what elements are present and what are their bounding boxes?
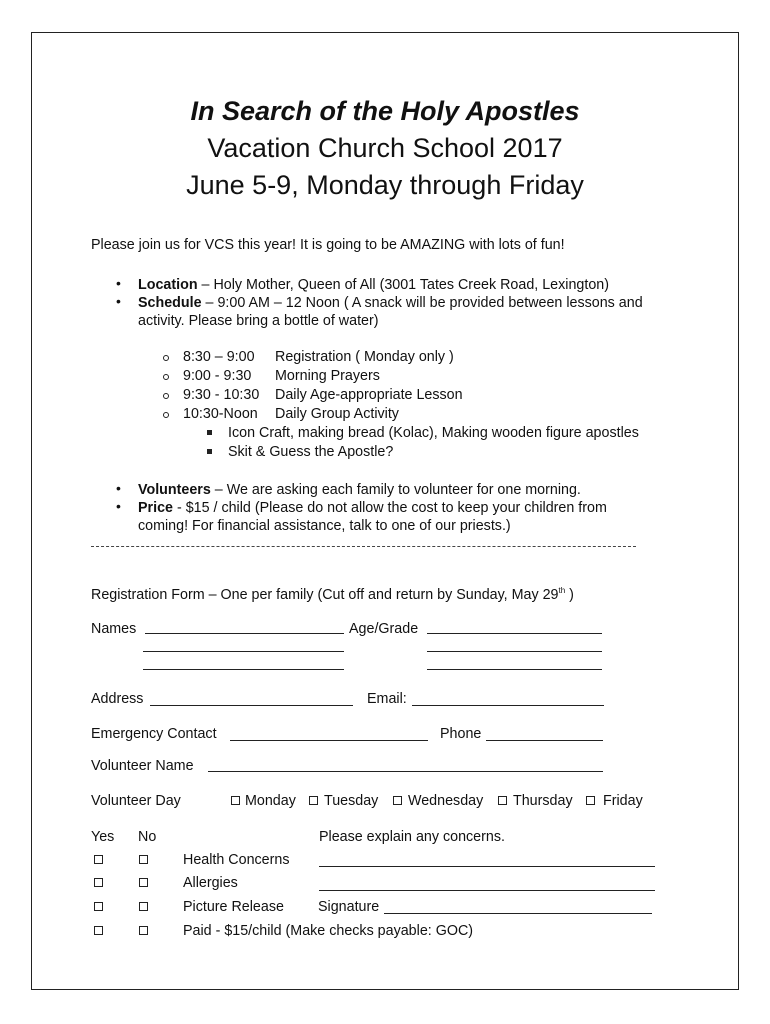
form-heading bbox=[91, 582, 574, 604]
square-bullet-icon bbox=[207, 430, 212, 435]
volunteer-name-label: Volunteer Name bbox=[91, 758, 194, 774]
tuesday-checkbox[interactable] bbox=[309, 796, 318, 805]
schedule-activity: Morning Prayers bbox=[275, 368, 380, 384]
address-field[interactable] bbox=[150, 705, 353, 706]
square-bullet-icon bbox=[207, 449, 212, 454]
volunteer-day-label: Volunteer Day bbox=[91, 793, 181, 809]
schedule-time: 9:30 - 10:30 bbox=[183, 387, 260, 403]
emergency-contact-label: Emergency Contact bbox=[91, 726, 217, 742]
schedule-time: 8:30 – 9:00 bbox=[183, 349, 255, 365]
health-no-checkbox[interactable] bbox=[139, 855, 148, 864]
paid-no-checkbox[interactable] bbox=[139, 926, 148, 935]
volunteers-line bbox=[138, 481, 581, 499]
monday-checkbox[interactable] bbox=[231, 796, 240, 805]
checklist-item: Allergies bbox=[183, 875, 238, 891]
health-yes-checkbox[interactable] bbox=[94, 855, 103, 864]
schedule-line bbox=[138, 294, 643, 312]
age-grade-field-3[interactable] bbox=[427, 669, 602, 670]
thursday-checkbox[interactable] bbox=[498, 796, 507, 805]
location-line bbox=[138, 276, 609, 294]
location-text: – Holy Mother, Queen of All (3001 Tates Creek Road, Lexington) bbox=[197, 277, 609, 293]
cut-line bbox=[91, 546, 636, 547]
phone-field[interactable] bbox=[486, 740, 603, 741]
schedule-time: 9:00 - 9:30 bbox=[183, 368, 252, 384]
circle-bullet-icon bbox=[163, 374, 169, 380]
page-subtitle: Vacation Church School 2017 bbox=[207, 133, 563, 163]
form-heading-text: Registration Form – One per family (Cut off and return by Sunday, May 29 bbox=[91, 586, 559, 603]
day-label: Tuesday bbox=[324, 793, 379, 809]
signature-label: Signature bbox=[318, 899, 380, 915]
bullet-icon: • bbox=[116, 498, 121, 514]
age-grade-label: Age/Grade bbox=[349, 621, 419, 637]
emergency-contact-field[interactable] bbox=[230, 740, 428, 741]
signature-field[interactable] bbox=[384, 913, 652, 914]
phone-label: Phone bbox=[440, 726, 482, 742]
age-grade-field-2[interactable] bbox=[427, 651, 602, 652]
location-label: Location bbox=[138, 277, 198, 293]
circle-bullet-icon bbox=[163, 355, 169, 361]
activity-item: Icon Craft, making bread (Kolac), Making wooden figure apostles bbox=[228, 425, 639, 441]
activity-item: Skit & Guess the Apostle? bbox=[228, 444, 394, 460]
schedule-time: 10:30-Noon bbox=[183, 406, 258, 422]
checklist-item: Health Concerns bbox=[183, 852, 290, 868]
allergies-yes-checkbox[interactable] bbox=[94, 878, 103, 887]
picture-release-yes-checkbox[interactable] bbox=[94, 902, 103, 911]
names-field-1[interactable] bbox=[145, 633, 344, 634]
schedule-label: Schedule bbox=[138, 295, 202, 311]
schedule-activity: Daily Group Activity bbox=[275, 406, 399, 422]
day-label: Wednesday bbox=[408, 793, 484, 809]
page-title: In Search of the Holy Apostles bbox=[190, 96, 580, 126]
concerns-field-1[interactable] bbox=[319, 866, 655, 867]
volunteer-name-field[interactable] bbox=[208, 771, 603, 772]
form-heading-end: ) bbox=[565, 586, 574, 603]
bullet-icon: • bbox=[116, 293, 121, 309]
circle-bullet-icon bbox=[163, 393, 169, 399]
bullet-icon: • bbox=[116, 275, 121, 291]
schedule-text-cont: activity. Please bring a bottle of water) bbox=[138, 313, 379, 329]
volunteers-text: – We are asking each family to volunteer for one morning. bbox=[210, 482, 581, 498]
names-label: Names bbox=[91, 621, 137, 637]
day-label: Thursday bbox=[513, 793, 573, 809]
circle-bullet-icon bbox=[163, 412, 169, 418]
wednesday-checkbox[interactable] bbox=[393, 796, 402, 805]
address-label: Address bbox=[91, 691, 144, 707]
allergies-no-checkbox[interactable] bbox=[139, 878, 148, 887]
names-field-3[interactable] bbox=[143, 669, 344, 670]
names-field-2[interactable] bbox=[143, 651, 344, 652]
schedule-text: – 9:00 AM – 12 Noon ( A snack will be provided between lessons and bbox=[201, 295, 643, 311]
checklist-item: Picture Release bbox=[183, 899, 284, 915]
concerns-field-2[interactable] bbox=[319, 890, 655, 891]
event-dates: June 5-9, Monday through Friday bbox=[186, 170, 584, 200]
email-field[interactable] bbox=[412, 705, 604, 706]
no-header: No bbox=[138, 829, 157, 845]
friday-checkbox[interactable] bbox=[586, 796, 595, 805]
intro-text: Please join us for VCS this year! It is going to be AMAZING with lots of fun! bbox=[91, 237, 565, 253]
email-label: Email: bbox=[367, 691, 407, 707]
price-label: Price bbox=[138, 500, 173, 516]
form-heading-sup: th bbox=[558, 586, 566, 595]
day-label: Friday bbox=[603, 793, 643, 809]
schedule-activity: Daily Age-appropriate Lesson bbox=[275, 387, 463, 403]
yes-header: Yes bbox=[91, 829, 115, 845]
bullet-icon: • bbox=[116, 480, 121, 496]
schedule-activity: Registration ( Monday only ) bbox=[275, 349, 454, 365]
picture-release-no-checkbox[interactable] bbox=[139, 902, 148, 911]
price-line bbox=[138, 499, 607, 517]
volunteers-label: Volunteers bbox=[138, 482, 211, 498]
paid-yes-checkbox[interactable] bbox=[94, 926, 103, 935]
day-label: Monday bbox=[245, 793, 296, 809]
age-grade-field-1[interactable] bbox=[427, 633, 602, 634]
checklist-item: Paid - $15/child (Make checks payable: GOC) bbox=[183, 923, 474, 939]
price-text: - $15 / child (Please do not allow the cost to keep your children from bbox=[172, 500, 607, 516]
concerns-label: Please explain any concerns. bbox=[319, 829, 505, 845]
price-text-cont: coming! For financial assistance, talk to one of our priests.) bbox=[138, 518, 511, 534]
